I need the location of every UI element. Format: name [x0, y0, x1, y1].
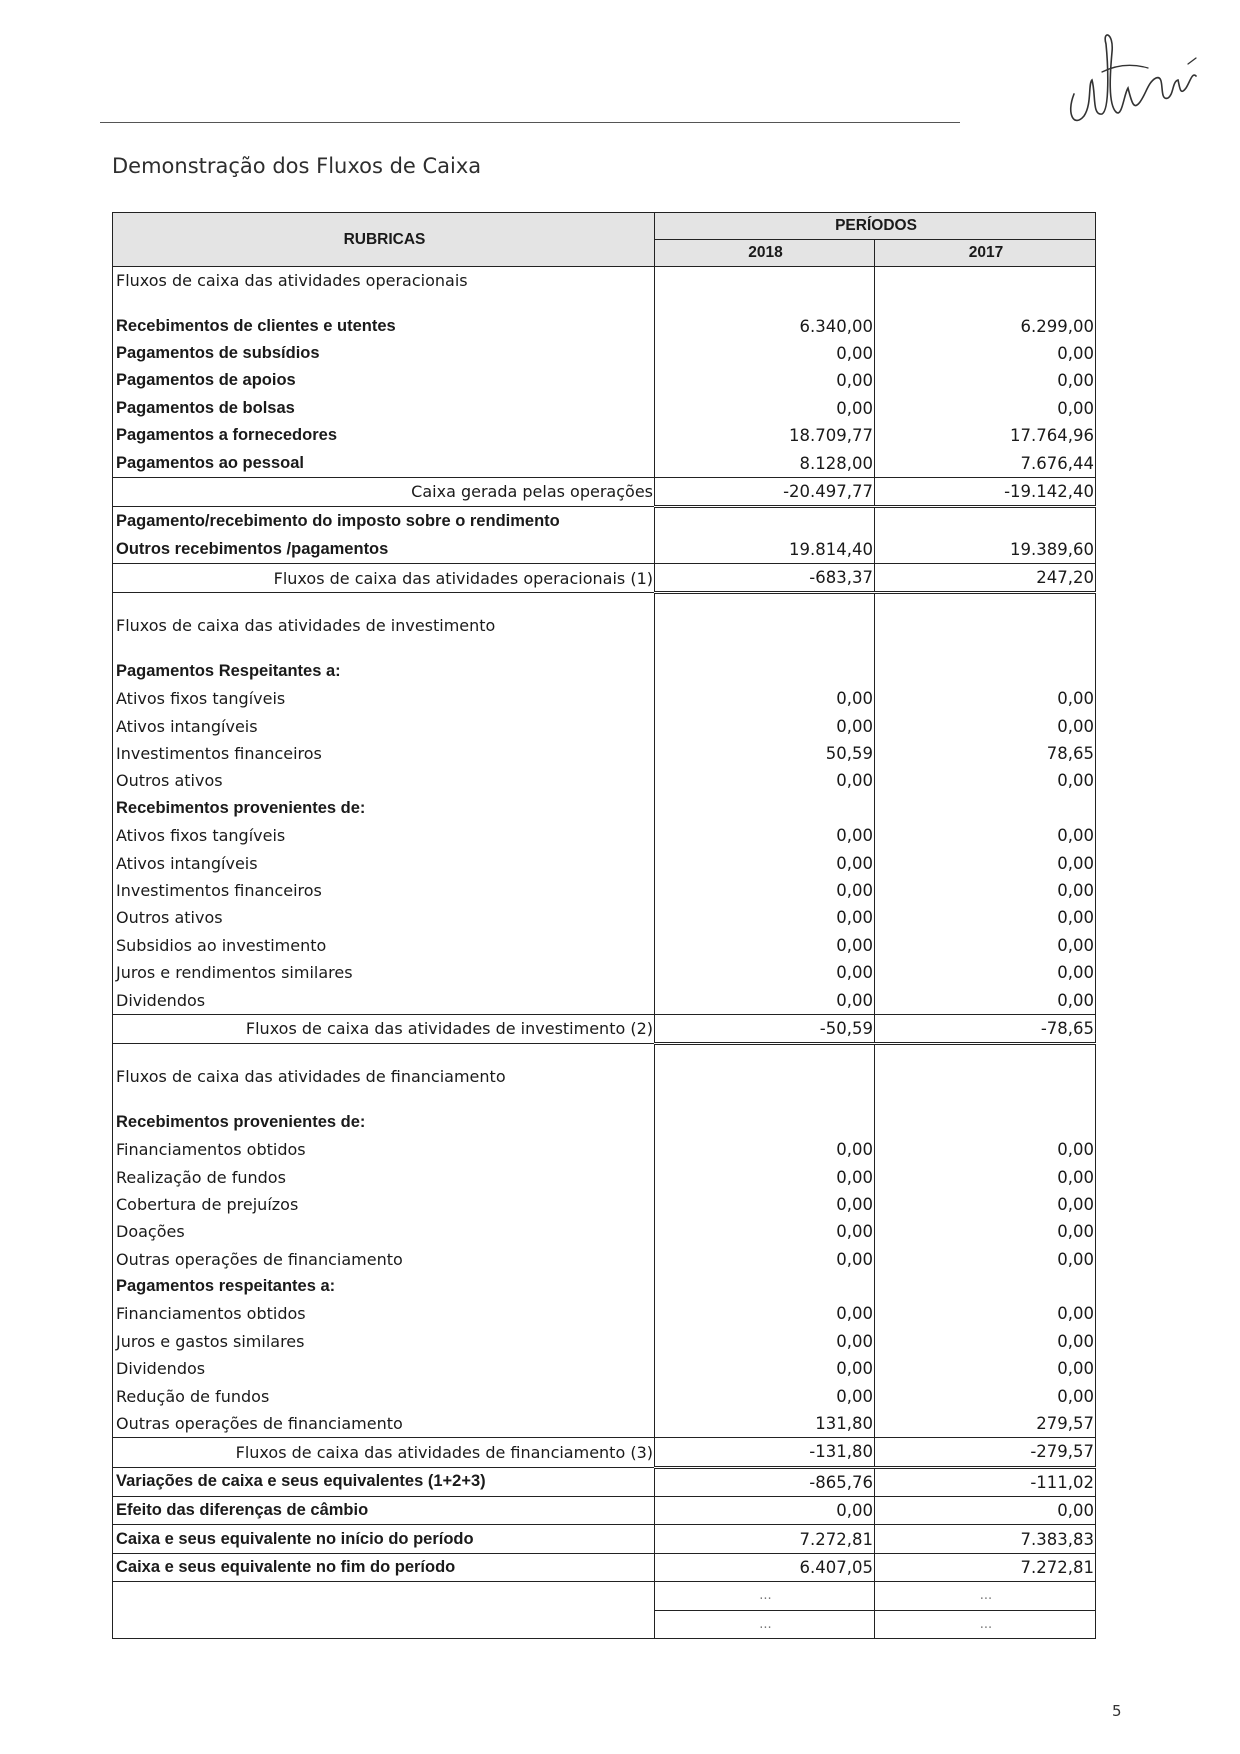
row-label: Recebimentos provenientes de:	[113, 795, 655, 822]
value-2018: 0,00	[655, 932, 875, 959]
value-2017	[875, 507, 1096, 536]
row-label: Fluxos de caixa das atividades operacionais (1)	[113, 563, 655, 592]
value-2017	[875, 1091, 1096, 1109]
value-2017	[875, 294, 1096, 312]
table-row	[113, 267, 1096, 295]
row-label	[113, 640, 655, 658]
value-2018: 0,00	[655, 959, 875, 986]
table-row	[113, 1467, 1096, 1496]
value-2017: 0,00	[875, 849, 1096, 876]
value-2018: 0,00	[655, 822, 875, 849]
row-label: Ativos fixos tangíveis	[113, 822, 655, 849]
value-2018: 19.814,40	[655, 536, 875, 564]
value-2018: 0,00	[655, 1163, 875, 1190]
value-2018: 0,00	[655, 1218, 875, 1245]
row-label: Fluxos de caixa das atividades de financiamento	[113, 1063, 655, 1090]
row-label: Investimentos financeiros	[113, 740, 655, 767]
value-2018: 6.407,05	[655, 1553, 875, 1581]
value-2017: 0,00	[875, 340, 1096, 367]
row-label: Pagamentos de apoios	[113, 367, 655, 394]
value-2018	[655, 795, 875, 822]
table-row	[113, 640, 1096, 658]
row-label	[113, 1091, 655, 1109]
row-label: Outros ativos	[113, 767, 655, 794]
value-2018: 0,00	[655, 395, 875, 422]
table-row	[113, 1136, 1096, 1163]
value-2018	[655, 1109, 875, 1136]
value-2017: 0,00	[875, 959, 1096, 986]
header-year-2018: 2018	[655, 240, 875, 267]
value-2017: 17.764,96	[875, 422, 1096, 449]
table-row	[113, 1497, 1096, 1525]
value-2018: 0,00	[655, 1382, 875, 1409]
value-2017: 0,00	[875, 986, 1096, 1014]
value-2017: 78,65	[875, 740, 1096, 767]
value-2017	[875, 658, 1096, 685]
value-2017: -111,02	[875, 1467, 1096, 1496]
row-label: Caixa e seus equivalente no início do período	[113, 1525, 655, 1553]
value-2017: 0,00	[875, 1328, 1096, 1355]
value-2018: 131,80	[655, 1410, 875, 1438]
row-label: Outros recebimentos /pagamentos	[113, 536, 655, 564]
row-label: Ativos intangíveis	[113, 712, 655, 739]
value-2018: -20.497,77	[655, 477, 875, 506]
row-label	[113, 294, 655, 312]
value-2018: 18.709,77	[655, 422, 875, 449]
row-label: Outros ativos	[113, 904, 655, 931]
table-row	[113, 959, 1096, 986]
row-label: Pagamentos de bolsas	[113, 395, 655, 422]
value-2017: 0,00	[875, 877, 1096, 904]
table-row	[113, 822, 1096, 849]
value-2018: -683,37	[655, 563, 875, 592]
value-2017: 0,00	[875, 1246, 1096, 1273]
value-2017: -78,65	[875, 1014, 1096, 1043]
row-label: Financiamentos obtidos	[113, 1136, 655, 1163]
page-number: 5	[1112, 1702, 1122, 1720]
row-label: Pagamentos de subsídios	[113, 340, 655, 367]
table-row	[113, 1273, 1096, 1300]
value-2017: 19.389,60	[875, 536, 1096, 564]
value-2018: 0,00	[655, 986, 875, 1014]
table-row	[113, 536, 1096, 564]
table-row	[113, 1610, 1096, 1638]
value-2018: 0,00	[655, 1328, 875, 1355]
value-2018	[655, 1044, 875, 1064]
value-2018: ...	[655, 1610, 875, 1638]
value-2018: 0,00	[655, 849, 875, 876]
row-label: Dividendos	[113, 1355, 655, 1382]
row-label: Variações de caixa e seus equivalentes (1+2+3)	[113, 1467, 655, 1496]
row-label: Ativos intangíveis	[113, 849, 655, 876]
table-row	[113, 1091, 1096, 1109]
table-row	[113, 1355, 1096, 1382]
table-row	[113, 1438, 1096, 1467]
value-2018	[655, 1273, 875, 1300]
table-row	[113, 1525, 1096, 1553]
table-row	[113, 312, 1096, 339]
table-row	[113, 1328, 1096, 1355]
value-2018: 0,00	[655, 685, 875, 712]
row-label: Juros e rendimentos similares	[113, 959, 655, 986]
value-2018: -131,80	[655, 1438, 875, 1467]
document-title: Demonstração dos Fluxos de Caixa	[112, 154, 482, 178]
value-2018	[655, 267, 875, 295]
table-row	[113, 1300, 1096, 1327]
value-2017: 0,00	[875, 904, 1096, 931]
row-label	[113, 1044, 655, 1064]
row-label: Fluxos de caixa das atividades de financiamento (3)	[113, 1438, 655, 1467]
value-2017: 0,00	[875, 1355, 1096, 1382]
value-2018: 0,00	[655, 712, 875, 739]
row-label	[113, 1610, 655, 1638]
table-row	[113, 1410, 1096, 1438]
row-label: Juros e gastos similares	[113, 1328, 655, 1355]
value-2017: ...	[875, 1582, 1096, 1610]
table-row	[113, 1044, 1096, 1064]
table-row	[113, 1382, 1096, 1409]
value-2018	[655, 593, 875, 613]
value-2018	[655, 658, 875, 685]
value-2017	[875, 612, 1096, 639]
table-row	[113, 658, 1096, 685]
table-row	[113, 449, 1096, 477]
table-row	[113, 294, 1096, 312]
table-row	[113, 685, 1096, 712]
value-2017: 0,00	[875, 1300, 1096, 1327]
value-2018: 0,00	[655, 767, 875, 794]
row-label: Fluxos de caixa das atividades de investimento (2)	[113, 1014, 655, 1043]
value-2017: 0,00	[875, 1136, 1096, 1163]
table-row	[113, 1582, 1096, 1610]
row-label: Pagamentos Respeitantes a:	[113, 658, 655, 685]
table-row	[113, 340, 1096, 367]
value-2018: ...	[655, 1582, 875, 1610]
table-row	[113, 795, 1096, 822]
row-label: Caixa e seus equivalente no fim do período	[113, 1553, 655, 1581]
table-row	[113, 740, 1096, 767]
value-2017: 0,00	[875, 395, 1096, 422]
table-row	[113, 849, 1096, 876]
value-2018: 0,00	[655, 1497, 875, 1525]
value-2018: 0,00	[655, 1136, 875, 1163]
value-2018	[655, 507, 875, 536]
value-2017: 0,00	[875, 932, 1096, 959]
value-2018: -50,59	[655, 1014, 875, 1043]
table-row	[113, 1553, 1096, 1581]
table-row	[113, 1014, 1096, 1043]
table-row	[113, 612, 1096, 639]
value-2018: 0,00	[655, 1300, 875, 1327]
header-year-2017: 2017	[875, 240, 1096, 267]
row-label: Cobertura de prejuízos	[113, 1191, 655, 1218]
table-row	[113, 877, 1096, 904]
value-2017: 0,00	[875, 712, 1096, 739]
top-rule	[100, 122, 960, 123]
table-row	[113, 593, 1096, 613]
table-row	[113, 712, 1096, 739]
table-row	[113, 1218, 1096, 1245]
value-2017: 0,00	[875, 1191, 1096, 1218]
table-row	[113, 507, 1096, 536]
value-2017	[875, 267, 1096, 295]
row-label	[113, 1582, 655, 1610]
value-2018: 0,00	[655, 877, 875, 904]
value-2017: 0,00	[875, 822, 1096, 849]
row-label: Pagamentos ao pessoal	[113, 449, 655, 477]
value-2018: 0,00	[655, 367, 875, 394]
value-2018: 0,00	[655, 1355, 875, 1382]
table-row	[113, 563, 1096, 592]
value-2018: 7.272,81	[655, 1525, 875, 1553]
table-row	[113, 932, 1096, 959]
row-label: Pagamentos a fornecedores	[113, 422, 655, 449]
value-2017	[875, 593, 1096, 613]
row-label: Fluxos de caixa das atividades operacionais	[113, 267, 655, 295]
value-2017: 0,00	[875, 1163, 1096, 1190]
value-2017: 279,57	[875, 1410, 1096, 1438]
value-2018: 50,59	[655, 740, 875, 767]
value-2018	[655, 640, 875, 658]
table-row	[113, 422, 1096, 449]
table-row	[113, 1109, 1096, 1136]
value-2018	[655, 612, 875, 639]
table-row	[113, 767, 1096, 794]
table-row	[113, 1063, 1096, 1090]
row-label: Fluxos de caixa das atividades de investimento	[113, 612, 655, 639]
value-2017: 0,00	[875, 767, 1096, 794]
row-label: Dividendos	[113, 986, 655, 1014]
value-2017: 0,00	[875, 367, 1096, 394]
value-2017	[875, 640, 1096, 658]
row-label: Realização de fundos	[113, 1163, 655, 1190]
row-label: Recebimentos provenientes de:	[113, 1109, 655, 1136]
handwritten-signature	[1062, 24, 1212, 134]
value-2018: 0,00	[655, 340, 875, 367]
value-2017	[875, 795, 1096, 822]
value-2017: ...	[875, 1610, 1096, 1638]
value-2017: -279,57	[875, 1438, 1096, 1467]
table-row	[113, 1163, 1096, 1190]
row-label: Investimentos financeiros	[113, 877, 655, 904]
table-row	[113, 367, 1096, 394]
value-2017	[875, 1063, 1096, 1090]
value-2017	[875, 1109, 1096, 1136]
cash-flow-table	[112, 212, 1096, 1639]
row-label: Doações	[113, 1218, 655, 1245]
value-2017: 0,00	[875, 1382, 1096, 1409]
value-2018: 6.340,00	[655, 312, 875, 339]
value-2018: 8.128,00	[655, 449, 875, 477]
value-2017: 247,20	[875, 563, 1096, 592]
row-label: Redução de fundos	[113, 1382, 655, 1409]
value-2017: 0,00	[875, 1218, 1096, 1245]
value-2017: 7.272,81	[875, 1553, 1096, 1581]
header-rubricas: RUBRICAS	[113, 213, 655, 267]
value-2017: 7.383,83	[875, 1525, 1096, 1553]
value-2018	[655, 1091, 875, 1109]
value-2018: 0,00	[655, 904, 875, 931]
value-2017: 0,00	[875, 1497, 1096, 1525]
row-label: Recebimentos de clientes e utentes	[113, 312, 655, 339]
value-2017: -19.142,40	[875, 477, 1096, 506]
value-2018: -865,76	[655, 1467, 875, 1496]
row-label	[113, 593, 655, 613]
row-label: Subsidios ao investimento	[113, 932, 655, 959]
row-label: Efeito das diferenças de câmbio	[113, 1497, 655, 1525]
table-row	[113, 477, 1096, 506]
table-row	[113, 1191, 1096, 1218]
value-2018	[655, 1063, 875, 1090]
table-row	[113, 904, 1096, 931]
row-label: Outras operações de financiamento	[113, 1246, 655, 1273]
value-2018: 0,00	[655, 1191, 875, 1218]
value-2017: 0,00	[875, 685, 1096, 712]
value-2018	[655, 294, 875, 312]
table-row	[113, 395, 1096, 422]
row-label: Ativos fixos tangíveis	[113, 685, 655, 712]
row-label: Pagamento/recebimento do imposto sobre o rendimento	[113, 507, 655, 536]
table-row	[113, 1246, 1096, 1273]
table-row	[113, 986, 1096, 1014]
header-periodos: PERÍODOS	[655, 213, 1096, 240]
row-label: Pagamentos respeitantes a:	[113, 1273, 655, 1300]
value-2017: 7.676,44	[875, 449, 1096, 477]
row-label: Outras operações de financiamento	[113, 1410, 655, 1438]
row-label: Caixa gerada pelas operações	[113, 477, 655, 506]
value-2018: 0,00	[655, 1246, 875, 1273]
value-2017	[875, 1273, 1096, 1300]
value-2017: 6.299,00	[875, 312, 1096, 339]
row-label: Financiamentos obtidos	[113, 1300, 655, 1327]
value-2017	[875, 1044, 1096, 1064]
